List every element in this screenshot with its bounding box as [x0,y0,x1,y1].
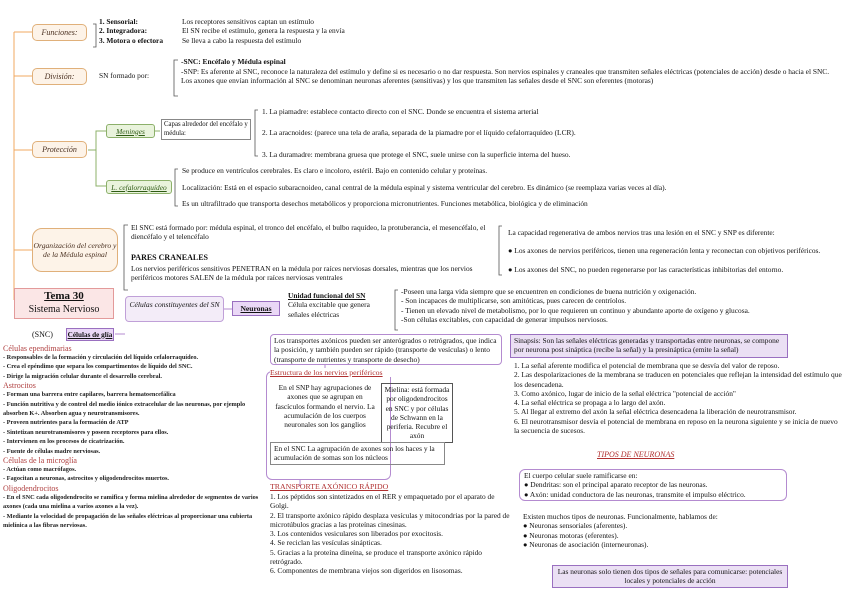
list-item: - Función nutritiva y de control del medio iónico extracelular de las neuronas, por ejemplo absorben K+. Absorben agua y neurotransmisores. [3,400,265,419]
snc-agrupacion [270,442,445,465]
list-item: ● Neuronas sensoriales (aferentes). [523,521,628,531]
list-item: - Proveen nutrientes para la formación de ATP [3,418,265,427]
unidad-title: Unidad funcional del SN [288,291,366,300]
list-item: - Fagocitan a neuronas, astrocitos y oligodendrocitos muertos. [3,474,265,483]
tipos-cuerpo-box [519,469,787,501]
node-neuronas[interactable] [232,301,280,316]
lcr-desc-3: Es un ultrafiltrado que transporta desechos metabólicos y proporciona micronutrientes. Funciones metabólica, biológica y de eliminación [182,199,588,208]
node-division-label: División: [44,72,75,81]
center-title: Tema 30 [44,290,84,302]
unidad-funcional [288,291,388,319]
node-meninges[interactable] [106,124,155,138]
glia-oligo-title: Oligodendrocitos [3,483,59,493]
center-title-box[interactable] [14,288,114,319]
mielina-text: Mielina: está formada por oligodendrocitos en SNC y por células de Schwann en la periferia. Recubre el axón [384,385,450,441]
list-item: 5. Gracias a la proteína dineína, se produce el transporte axónico rápido retrógrado. [270,547,482,567]
glia-microglia-list [3,465,265,484]
sinapsis-steps [514,361,844,435]
division-snc: -SNC: Encéfalo y Médula espinal [181,57,286,66]
list-item: - Responsables de la formación y circulación del líquido cefalorraquídeo. [3,353,265,362]
tipos-existen: Existen muchos tipos de neuronas. Funcionalmente, hablamos de: [523,512,718,521]
neurona-props [401,287,846,324]
glia-oligo-list [3,493,265,531]
list-item: 4. La señal eléctrica se propaga a lo largo del axón. [514,398,666,408]
tipos-footer: Las neuronas solo tienen dos tipos de señales para comunicarse: potenciales locales y potenciales de acción [557,567,783,586]
node-celulas-label: Células constituyentes del SN [129,300,220,309]
tipos-dendritas: ● Dendritas: son el principal aparato receptor de las neuronas. [524,480,708,490]
division-snp: -SNP: Es aferente al SNC, reconoce la naturaleza del estímulo y define si es necesario o no dar respuesta. Son nervios espinales y craneales que transmiten señales eléctricas (potenciales de acción) desde o hacia el SNC. Los axones que envían información al SNC se denominan neuronas aferentes (sensitivas) y los que transmiten las señales desde el SNC son eferentes (motoras) [181,67,830,86]
glia-list [3,344,265,531]
node-proteccion-label: Protección [42,145,77,154]
center-subtitle: Sistema Nervioso [28,304,100,315]
funciones-item-2: 2. Integradora: [99,26,148,36]
list-item: 3. Los contenidos vesiculares son liberados por exocitosis. [270,529,444,539]
node-funciones[interactable] [32,24,87,41]
list-item: 2. Las despolarizaciones de la membrana se traducen en potenciales que reflejan la intensidad del estímulo que los desencadena. [514,370,842,389]
node-organizacion-label: Organización del cerebro y de la Médula espinal [33,241,117,259]
funciones-item-3: 3. Motora o efectora [99,35,164,45]
lcr-desc-2: Localización: Está en el espacio subaracnoideo, canal central de la médula espinal y sistema ventricular del cerebro. Es dinámico (se reemplaza varias veces al día). [182,183,667,192]
organizacion-text2: Los nervios periféricos sensitivos PENETRAN en la médula por raíces nerviosas dorsales, mientras que los nervios periféricos motores SALEN de la médula por raíces nerviosas ventrales [131,264,473,283]
node-division[interactable] [32,68,87,85]
list-item: - Crea el epéndimo que separa los compartimentos de líquido del SNC. [3,362,265,371]
tipos-cuerpo: El cuerpo celular suele ramificarse en: [524,471,638,480]
neurona-prop-2: - Son incapaces de multiplicarse, son amitóticas, pues carecen de centríolos. [401,296,627,306]
node-neuronas-label: Neuronas [240,304,272,313]
list-item: ● Neuronas motoras (eferentes). [523,530,619,540]
transporte-intro-text: Los transportes axónicos pueden ser anterógrados o retrógrados, que indica la posición, y también pueden ser rápido (transporte de vesículas) o lento (transporte de nutrientes y transporte de desecho) [274,336,497,364]
estructura-title: Estructura de los nervios periféricos [270,368,422,377]
neurona-prop-4: -Son células excitables, con capacidad de generar impulsos nerviosos. [401,314,608,324]
glia-snc-label: (SNC) [32,330,53,339]
regen-item-1: ● Los axones de nervios periféricos, tienen una regeneración lenta y reconectan con objetivos periféricos. [508,246,821,255]
tipos-existen-block [523,512,823,549]
node-glia-label: Células de glía [67,330,113,339]
rapido-list [270,492,510,576]
list-item: - Actúan como macrófagos. [3,465,265,474]
unidad-desc: Célula excitable que genera señales eléctricas [288,300,370,319]
glia-microglia-title: Células de la microglía [3,456,77,466]
glia-ependimarias-title: Células ependimarias [3,344,72,353]
neurona-prop-3: - Tienen un elevado nivel de metabolismo, por lo que requieren un continuo y abundante aporte de oxígeno y glucosa. [401,305,750,315]
list-item: - En el SNC cada oligodendrocito se ramifica y forma mielina alrededor de segmentos de varios axones (cada una mielina a varios axones a la vez). [3,493,265,512]
neurona-prop-1: -Poseen una larga vida siempre que se encuentren en condiciones de buena nutrición y oxigenación. [401,287,697,296]
glia-astrocitos-title: Astrocitos [3,381,36,391]
transporte-intro [270,334,502,365]
meninges-duramadre: 3. La duramadre: membrana gruesa que protege el SNC, suele unirse con la superficie interna del hueso. [262,150,571,159]
lcr-desc-1: Se produce en ventrículos cerebrales. Es claro e incoloro, estéril. Bajo en contenido celular y proteínas. [182,166,488,175]
list-item: 6. Componentes de membrana viejos son digeridos en lisosomas. [270,566,463,576]
list-item: 1. La señal aferente modifica el potencial de membrana que se desvía del valor de reposo. [514,361,780,370]
list-item: 5. Al llegar al extremo del axón la señal eléctrica desencadena la liberación de neurotransmisor. [514,407,797,417]
list-item: - Mediante la velocidad de propagación de las señales eléctricas al proporcionar una cubierta mielínica a las fibras nerviosas. [3,512,265,531]
node-celulas[interactable] [125,296,224,322]
funciones-item-1: 1. Sensorial: [99,17,139,26]
list-item: - Sintetizan neurotransmisores y poseen receptores para ellos. [3,428,265,437]
glia-astrocitos-list [3,390,265,456]
sinapsis-box [510,334,788,358]
list-item: - Fuente de células madre nerviosas. [3,447,265,456]
list-item: - Dirige la migración celular durante el desarrollo cerebral. [3,372,265,381]
list-item: - Intervienen en los procesos de cicatrización. [3,437,265,446]
estructura-text: En el SNP hay agrupaciones de axones que se agrupan en fascículos formando el nervio. La acumulación de los cuerpos neuronales son los ganglios [275,383,375,430]
regen-item-2: ● Los axones del SNC, no pueden regenerarse por las características inhibitorias del entorno. [508,265,784,274]
division-formado: SN formado por: [99,71,150,80]
funciones-descs [182,17,422,45]
node-proteccion[interactable] [32,141,87,158]
organizacion-text1: El SNC está formado por: médula espinal, el tronco del encéfalo, el bulbo raquídeo, la protuberancia, el mesencéfalo, el diencéfalo y el telencéfalo [131,223,486,242]
node-meninges-label: Meninges [116,126,145,136]
node-lcr-label: L. cefalorraquídeo [111,182,167,192]
funciones-desc-1: Los receptores sensitivos captan un estímulo [182,17,314,26]
list-item: 2. El transporte axónico rápido desplaza vesículas y mitocondrias por la pared de microtúbulos gracias a las proteínas cinesinas. [270,510,510,529]
rapido-title: TRANSPORTE AXÓNICO RÁPIDO [270,482,389,491]
meninges-capas: Capas alrededor del encéfalo y médula: [161,119,251,140]
tipos-title: TIPOS DE NEURONAS [597,450,675,459]
list-item: ● Neuronas de asociación (interneuronas). [523,539,649,549]
funciones-desc-2: El SN recibe el estímulo, genera la respuesta y la envía [182,26,345,36]
meninges-piamadre: 1. La piamadre: establece contacto directo con el SNC. Donde se encuentra el sistema arterial [262,107,539,116]
mielina-box [381,383,453,443]
glia-ependimarias-list [3,353,265,381]
list-item: 4. Se reciclan las vesículas sinápticas. [270,538,382,548]
regen-title: La capacidad regenerativa de ambos nervios tras una lesión en el SNC y SNP es diferente: [508,228,775,237]
node-organizacion[interactable] [32,228,118,272]
list-item: 3. Como axónico, lugar de inicio de la señal eléctrica "potencial de acción" [514,388,736,398]
list-item: 6. El neurotransmisor desvía el potencial de membrana en reposo en la neurona siguiente y se inicia de nuevo la secuencia de sucesos. [514,416,838,436]
organizacion-pares: PARES CRANEALES [131,253,208,262]
meninges-aracnoides: 2. La aracnoides: (parece una tela de araña, separada de la piamadre por el líquido cefalorraquídeo (LCR). [262,128,576,137]
list-item: 1. Los péptidos son sintetizados en el RER y empaquetado por el aparato de Golgi. [270,492,495,511]
sinapsis-text: Sinapsis: Son las señales eléctricas generadas y transportadas entre neuronas, se compone por neurona post sináptica (recibe la señal) y la presináptica (emite la señal) [514,336,780,355]
node-glia[interactable] [66,328,114,341]
snc-agrupacion-text: En el SNC La agrupación de axones son los haces y la acumulación de somas son los núcleos [274,444,435,463]
node-lcr[interactable] [106,180,172,194]
tipos-axon: ● Axón: unidad conductora de las neuronas, transmite el impulso eléctrico. [524,489,746,499]
list-item: - Forman una barrera entre capilares, barrera hematoencefálica [3,390,265,399]
funciones-items [99,17,179,45]
tipos-footer-box [552,565,788,588]
funciones-desc-3: Se lleva a cabo la respuesta del estímulo [182,35,302,45]
node-funciones-label: Funciones: [41,28,78,37]
